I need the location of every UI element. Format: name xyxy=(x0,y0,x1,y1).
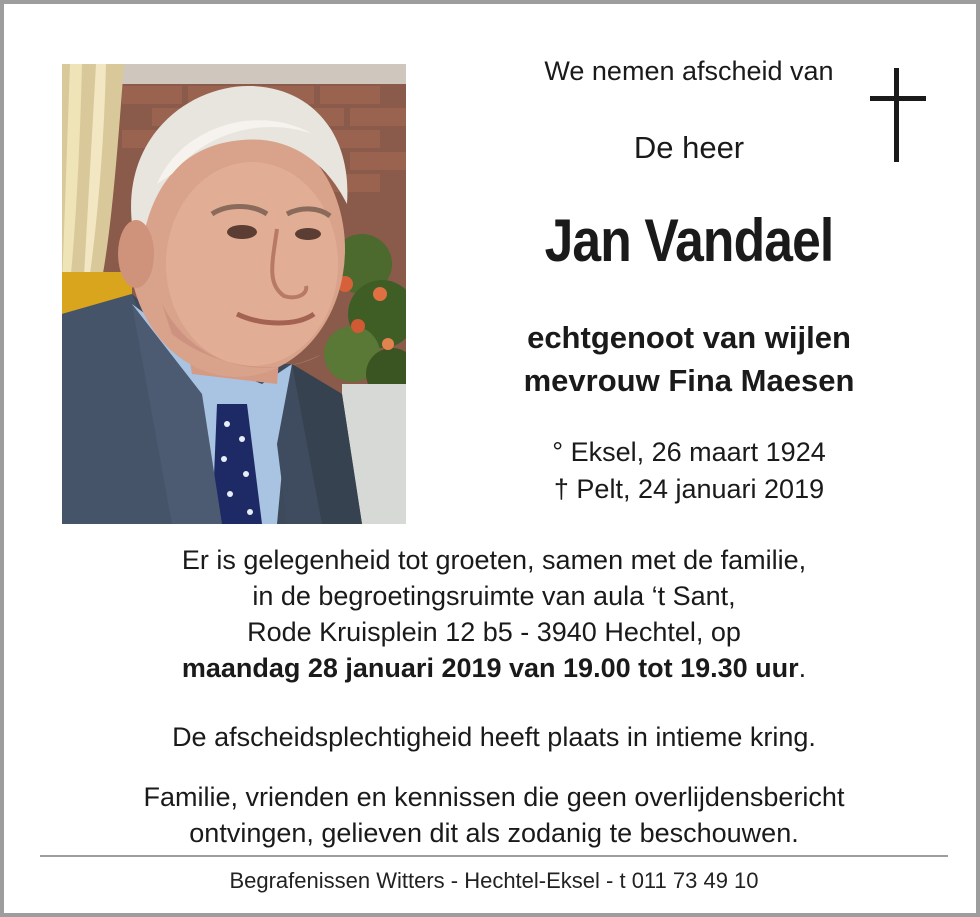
notice-text xyxy=(34,779,954,851)
visitation-line-3: Rode Kruisplein 12 b5 - 3940 Hechtel, op xyxy=(247,617,741,647)
ceremony-text: De afscheidsplechtigheid heeft plaats in intieme kring. xyxy=(172,722,816,752)
death-row xyxy=(444,471,934,508)
notice-line-1: Familie, vrienden en kennissen die geen overlijdensbericht xyxy=(143,782,845,812)
honorific: De heer xyxy=(633,130,745,165)
visitation-line-4 xyxy=(34,650,954,686)
funeral-home-footer: Begrafenissen Witters - Hechtel-Eksel - t 011 73 49 10 xyxy=(229,868,759,893)
spouse-line-2: mevrouw Fina Maesen xyxy=(523,363,855,398)
birth-row xyxy=(444,434,934,471)
visitation-line-1: Er is gelegenheid tot groeten, samen met de familie, xyxy=(181,545,807,575)
death-symbol: † xyxy=(553,474,569,504)
divider xyxy=(40,855,948,857)
notice-line-2: ontvingen, gelieven dit als zodanig te beschouwen. xyxy=(189,818,799,848)
spouse-line-1: echtgenoot van wijlen xyxy=(527,320,851,355)
spouse-info xyxy=(444,316,934,402)
portrait-photo xyxy=(62,64,406,524)
visitation-line-2: in de begroetingsruimte van aula ‘t Sant, xyxy=(252,581,736,611)
visitation-datetime: maandag 28 januari 2019 van 19.00 tot 19.30 uur xyxy=(181,653,799,683)
death-date: Pelt, 24 januari 2019 xyxy=(576,474,825,504)
birth-date: Eksel, 26 maart 1924 xyxy=(570,437,826,467)
life-dates xyxy=(444,434,934,508)
visitation-period: . xyxy=(798,653,807,683)
intro-text: We nemen afscheid van xyxy=(544,56,834,86)
visitation-text xyxy=(34,542,954,686)
birth-symbol: ° xyxy=(552,437,564,467)
deceased-name: Jan Vandael xyxy=(544,207,834,274)
